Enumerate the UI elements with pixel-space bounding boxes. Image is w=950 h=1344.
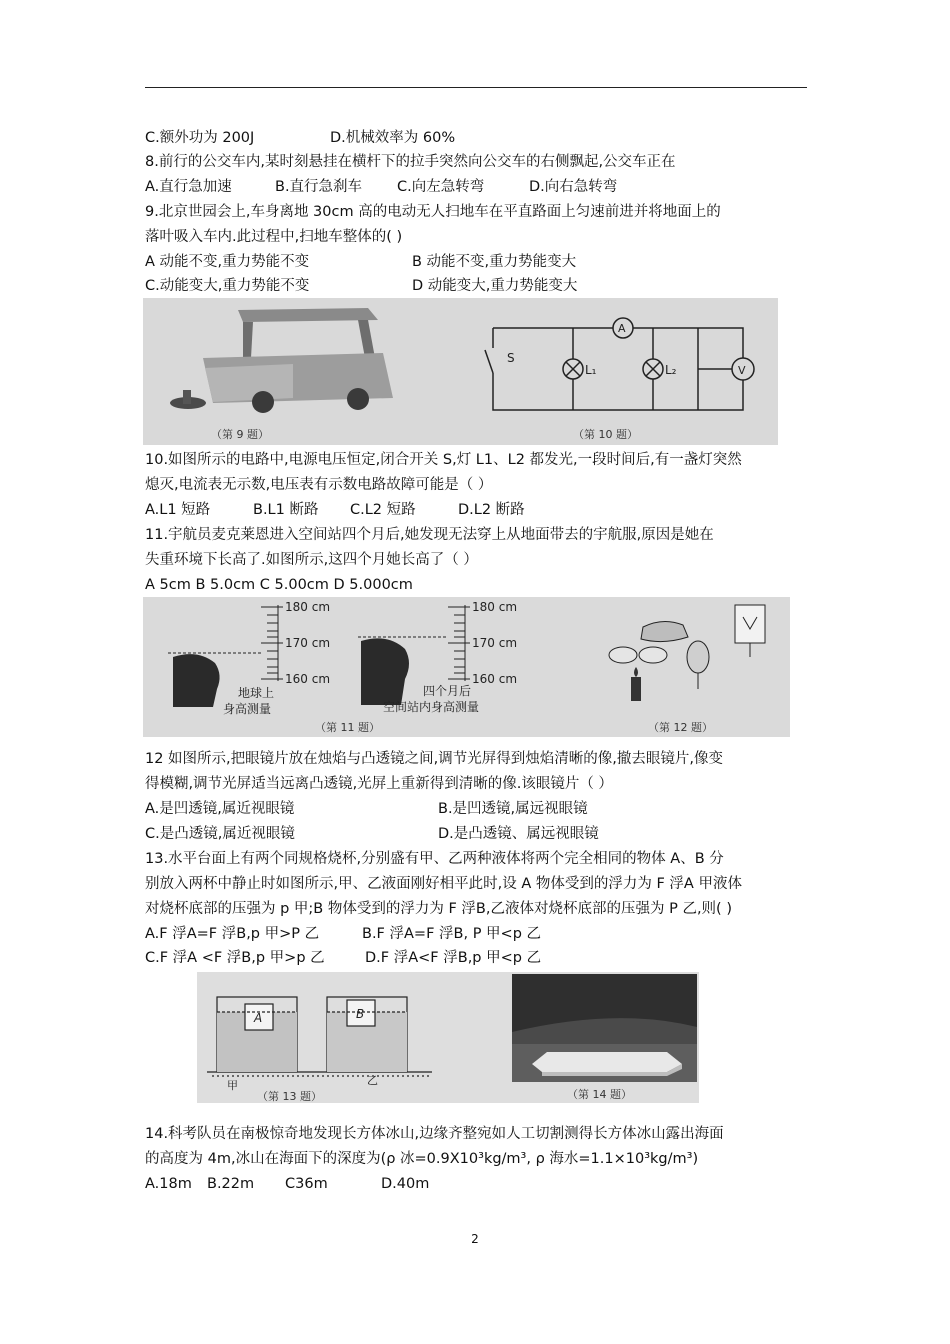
lamp2-label: L₂ — [665, 363, 677, 377]
q8-option-c: C.向左急转弯 — [397, 179, 485, 195]
object-a-label: A — [254, 1011, 263, 1025]
q12-option-c: C.是凸透镜,属近视眼镜 — [145, 826, 295, 842]
q9-option-a: A 动能不变,重力势能不变 — [145, 254, 310, 270]
q13-option-c: C.F 浮A <F 浮B,p 甲>p 乙 — [145, 950, 325, 966]
q11-stem-line1: 11.宇航员麦克莱恩进入空间站四个月后,她发现无法穿上从地面带去的宇航服,原因是她在 — [145, 527, 714, 543]
right-label-line2: 空间站内身高测量 — [383, 700, 480, 714]
q12-option-b: B.是凹透镜,属远视眼镜 — [438, 801, 588, 817]
left-label-line2: 身高测量 — [223, 702, 272, 716]
figure-13-14-drawing — [197, 972, 699, 1103]
q7-option-c: C.额外功为 200J — [145, 130, 255, 146]
right-head-silhouette — [361, 638, 409, 705]
q10-option-d: D.L2 断路 — [458, 502, 525, 518]
q7-option-d: D.机械效率为 60% — [330, 130, 456, 146]
q12-stem-line2: 得模糊,调节光屏适当远离凸透镜,光屏上重新得到清晰的像.该眼镜片（ ） — [145, 776, 613, 792]
q13-option-b: B.F 浮A=F 浮B, P 甲<p 乙 — [362, 926, 542, 942]
figure-13-caption: （第 13 题） — [257, 1090, 322, 1103]
voltmeter-label: V — [738, 364, 746, 377]
q10-option-c: C.L2 短路 — [350, 502, 416, 518]
q8-stem: 8.前行的公交车内,某时刻悬挂在横杆下的拉手突然向公交车的右侧飘起,公交车正在 — [145, 154, 676, 170]
q8-option-a: A.直行急加速 — [145, 179, 232, 195]
q9-stem-line2: 落叶吸入车内.此过程中,扫地车整体的( ) — [145, 229, 403, 245]
q12-option-d: D.是凸透镜、属远视眼镜 — [438, 826, 599, 842]
q13-stem-line2: 别放入两杯中静止时如图所示,甲、乙液面刚好相平此时,设 A 物体受到的浮力为 F 浮A 甲液体 — [145, 876, 742, 892]
ammeter-label: A — [618, 322, 626, 335]
q9-stem-line1: 9.北京世园会上,车身离地 30cm 高的电动无人扫地车在平直路面上匀速前进并将地面上的 — [145, 204, 721, 220]
q10-stem-line2: 熄灭,电流表无示数,电压表有示数电路故障可能是（ ） — [145, 477, 493, 493]
figure-11-12-drawing — [143, 597, 790, 737]
q13-option-a: A.F 浮A=F 浮B,p 甲>P 乙 — [145, 926, 320, 942]
beaker-jia-label: 甲 — [227, 1079, 238, 1092]
right-ruler-180: 180 cm — [472, 600, 518, 614]
figure-13-14 — [197, 972, 699, 1103]
figure-11-caption: （第 11 题） — [315, 721, 380, 734]
q10-option-a: A.L1 短路 — [145, 502, 211, 518]
figure-9-caption: （第 9 题） — [211, 428, 269, 441]
right-ruler-160: 160 cm — [472, 672, 518, 686]
q11-stem-line2: 失重环境下长高了.如图所示,这四个月她长高了（ ） — [145, 552, 478, 568]
q12-stem-line1: 12 如图所示,把眼镜片放在烛焰与凸透镜之间,调节光屏得到烛焰清晰的像,撤去眼镜片,像变 — [145, 751, 723, 767]
object-b-label: B — [356, 1007, 365, 1021]
right-ruler-170: 170 cm — [472, 636, 518, 650]
right-label-line1: 四个月后 — [423, 684, 472, 698]
figure-12-caption: （第 12 题） — [648, 721, 713, 734]
q14-stem-line2: 的高度为 4m,冰山在海面下的深度为(ρ 冰=0.9X10³kg/m³, ρ 海水=1.1×10³kg/m³) — [145, 1151, 699, 1167]
left-ruler-180: 180 cm — [285, 600, 331, 614]
iceberg-photo — [512, 974, 697, 1082]
q13-stem-line3: 对烧杯底部的压强为 p 甲;B 物体受到的浮力为 F 浮B,乙液体对烧杯底部的压强为 P 乙,则( ) — [145, 901, 732, 917]
q14-option-b: B.22m — [207, 1176, 255, 1192]
q8-option-b: B.直行急刹车 — [275, 179, 363, 195]
left-ruler-170: 170 cm — [285, 636, 331, 650]
q14-option-d: D.40m — [381, 1176, 430, 1192]
q14-option-a: A.18m — [145, 1176, 192, 1192]
q12-option-a: A.是凹透镜,属近视眼镜 — [145, 801, 295, 817]
q8-option-d: D.向右急转弯 — [529, 179, 618, 195]
q9-option-b: B 动能不变,重力势能变大 — [412, 254, 577, 270]
figure-9-10-drawing — [143, 298, 778, 445]
q9-option-d: D 动能变大,重力势能变大 — [412, 278, 578, 294]
figure-9-10 — [143, 298, 778, 445]
figure-11-12 — [143, 597, 790, 737]
header-rule — [145, 87, 807, 88]
lamp1-label: L₁ — [585, 363, 597, 377]
q13-option-d: D.F 浮A<F 浮B,p 甲<p 乙 — [365, 950, 542, 966]
q10-stem-line1: 10.如图所示的电路中,电源电压恒定,闭合开关 S,灯 L1、L2 都发光,一段时间后,有一盏灯突然 — [145, 452, 742, 468]
page-number: 2 — [471, 1232, 479, 1246]
q14-option-c: C36m — [285, 1176, 328, 1192]
q9-option-c: C.动能变大,重力势能不变 — [145, 278, 310, 294]
beaker-yi-label: 乙 — [367, 1074, 378, 1087]
figure-14-caption: （第 14 题） — [567, 1088, 632, 1101]
q14-stem-line1: 14.科考队员在南极惊奇地发现长方体冰山,边缘齐整宛如人工切割测得长方体冰山露出海面 — [145, 1126, 724, 1142]
left-head-silhouette — [173, 654, 220, 707]
left-label-line1: 地球上 — [238, 686, 275, 700]
q13-stem-line1: 13.水平台面上有两个同规格烧杯,分别盛有甲、乙两种液体将两个完全相同的物体 A、B 分 — [145, 851, 724, 867]
switch-label: S — [507, 351, 515, 365]
q11-options: A 5cm B 5.0cm C 5.00cm D 5.000cm — [145, 577, 413, 593]
figure-10-caption: （第 10 题） — [573, 428, 638, 441]
left-ruler-160: 160 cm — [285, 672, 331, 686]
q10-option-b: B.L1 断路 — [253, 502, 319, 518]
